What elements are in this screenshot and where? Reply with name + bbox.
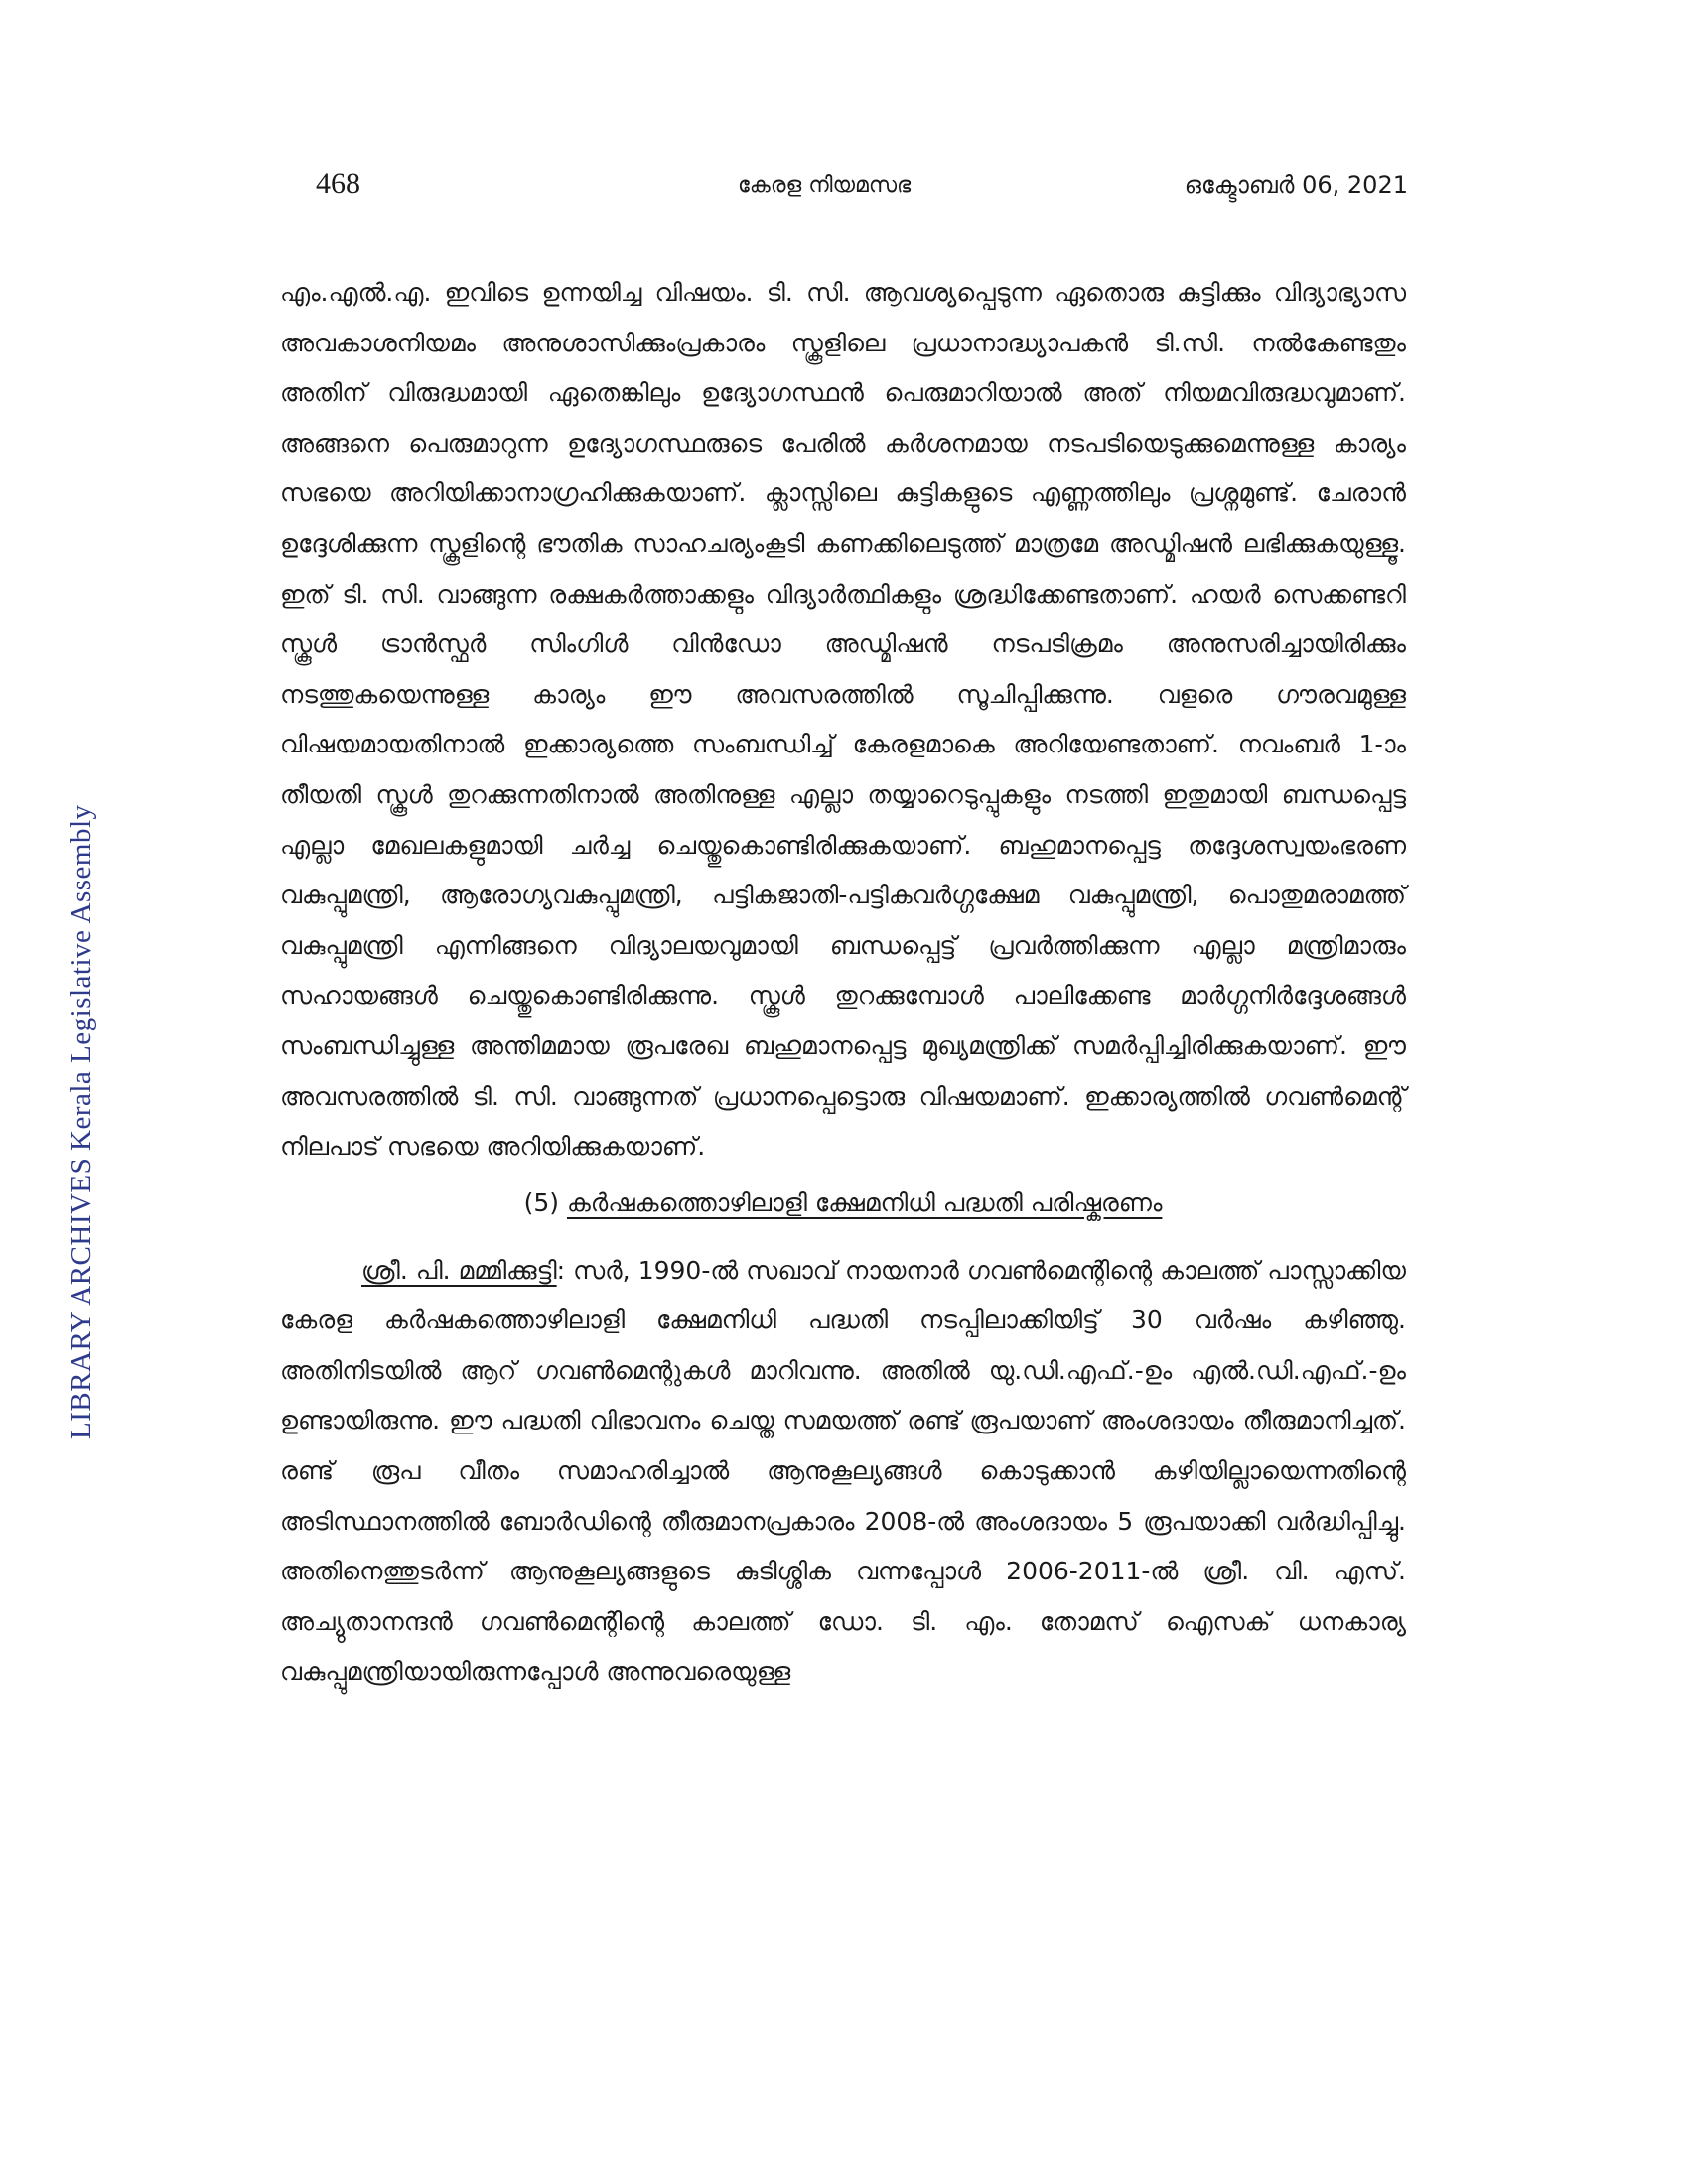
page-body [280,268,1406,1698]
paragraph-minister-reply: എം.എൽ.എ. ഇവിടെ ഉന്നയിച്ച വിഷയം. ടി. സി. ആവശ്യപ്പെടുന്ന ഏതൊരു കുട്ടിക്കും വിദ്യാഭ്യാസ അവകാശനിയമം അനുശാസിക്കുംപ്രകാരം സ്കൂളിലെ പ്രധാനാദ്ധ്യാപകൻ ടി.സി. നൽകേണ്ടതും അതിന് വിരുദ്ധമായി ഏതെങ്കിലും ഉദ്യോഗസ്ഥൻ പെരുമാറിയാൽ അത് നിയമവിരുദ്ധവുമാണ്. അങ്ങനെ പെരുമാറുന്ന ഉദ്യോഗസ്ഥരുടെ പേരിൽ കർശനമായ നടപടിയെടുക്കുമെന്നുള്ള കാര്യം സഭയെ അറിയിക്കാനാഗ്രഹിക്കുകയാണ്. ക്ലാസ്സിലെ കുട്ടികളുടെ എണ്ണത്തിലും പ്രശ്നമുണ്ട്. ചേരാൻ ഉദ്ദേശിക്കുന്ന സ്കൂളിന്റെ ഭൗതിക സാഹചര്യംകൂടി കണക്കിലെടുത്ത് മാത്രമേ അഡ്മിഷൻ ലഭിക്കുകയുള്ളൂ. ഇത് ടി. സി. വാങ്ങുന്ന രക്ഷകർത്താക്കളും വിദ്യാർത്ഥികളും ശ്രദ്ധിക്കേണ്ടതാണ്. ഹയർ സെക്കണ്ടറി സ്കൂൾ ട്രാൻസ്ഫർ സിംഗിൾ വിൻഡോ അഡ്മിഷൻ നടപടിക്രമം അനുസരിച്ചായിരിക്കും നടത്തുകയെന്നുള്ള കാര്യം ഈ അവസരത്തിൽ സൂചിപ്പിക്കുന്നു. വളരെ ഗൗരവമുള്ള വിഷയമായതിനാൽ ഇക്കാര്യത്തെ സംബന്ധിച്ച് കേരളമാകെ അറിയേണ്ടതാണ്. നവംബർ 1-ാം തീയതി സ്കൂൾ തുറക്കുന്നതിനാൽ അതിനുള്ള എല്ലാ തയ്യാറെടുപ്പുകളും നടത്തി ഇതുമായി ബന്ധപ്പെട്ട എല്ലാ മേഖലകളുമായി ചർച്ച ചെയ്തുകൊണ്ടിരിക്കുകയാണ്. ബഹുമാനപ്പെട്ട തദ്ദേശസ്വയംഭരണ വകുപ്പുമന്ത്രി, ആരോഗ്യവകുപ്പുമന്ത്രി, പട്ടികജാതി-പട്ടികവർഗ്ഗക്ഷേമ വകുപ്പുമന്ത്രി, പൊതുമരാമത്ത് വകുപ്പുമന്ത്രി എന്നിങ്ങനെ വിദ്യാലയവുമായി ബന്ധപ്പെട്ട് പ്രവർത്തിക്കുന്ന എല്ലാ മന്ത്രിമാരും സഹായങ്ങൾ ചെയ്തുകൊണ്ടിരിക്കുന്നു. സ്കൂൾ തുറക്കുമ്പോൾ പാലിക്കേണ്ട മാർഗ്ഗനിർദ്ദേശങ്ങൾ സംബന്ധിച്ചുള്ള അന്തിമമായ രൂപരേഖ ബഹുമാനപ്പെട്ട മുഖ്യമന്ത്രിക്ക് സമർപ്പിച്ചിരിക്കുകയാണ്. ഈ അവസരത്തിൽ ടി. സി. വാങ്ങുന്നത് പ്രധാനപ്പെട്ടൊരു വിഷയമാണ്. ഇക്കാര്യത്തിൽ ഗവൺമെന്റ് നിലപാട് സഭയെ അറിയിക്കുകയാണ്. [280,278,1406,1161]
speaker-name: ശ്രീ. പി. മമ്മിക്കുട്ടി [361,1255,557,1285]
section-heading [280,1178,1406,1228]
page-date: ഒക്ടോബർ 06, 2021 [1184,171,1408,199]
paragraph-member-speech [280,1246,1406,1698]
page-header [316,167,1408,206]
assembly-name: കേരള നിയമസഭ [738,173,912,198]
library-archives-watermark: LIBRARY ARCHIVES Kerala Legislative Assembly [66,804,97,1439]
section-title: കർഷകത്തൊഴിലാളി ക്ഷേമനിധി പദ്ധതി പരിഷ്കരണം [566,1187,1163,1217]
section-number: (5) [523,1187,559,1217]
page-number: 468 [316,167,360,200]
speech-text: : സർ, 1990-ൽ സഖാവ് നായനാർ ഗവൺമെന്റിന്റെ കാലത്ത് പാസ്സാക്കിയ കേരള കർഷകത്തൊഴിലാളി ക്ഷേമനിധി പദ്ധതി നടപ്പിലാക്കിയിട്ട് 30 വർഷം കഴിഞ്ഞു. അതിനിടയിൽ ആറ് ഗവൺമെന്റുകൾ മാറിവന്നു. അതിൽ യു.ഡി.എഫ്.-ഉം എൽ.ഡി.എഫ്.-ഉം ഉണ്ടായിരുന്നു. ഈ പദ്ധതി വിഭാവനം ചെയ്ത സമയത്ത് രണ്ട് രൂപയാണ് അംശദായം തീരുമാനിച്ചത്. രണ്ട് രൂപ വീതം സമാഹരിച്ചാൽ ആനുകൂല്യങ്ങൾ കൊടുക്കാൻ കഴിയില്ലായെന്നതിന്റെ അടിസ്ഥാനത്തിൽ ബോർഡിന്റെ തീരുമാനപ്രകാരം 2008-ൽ അംശദായം 5 രൂപയാക്കി വർദ്ധിപ്പിച്ചു. അതിനെത്തുടർന്ന് ആനുകൂല്യങ്ങളുടെ കുടിശ്ശിക വന്നപ്പോൾ 2006-2011-ൽ ശ്രീ. വി. എസ്. അച്യുതാനന്ദൻ ഗവൺമെന്റിന്റെ കാലത്ത് ഡോ. ടി. എം. തോമസ് ഐസക് ധനകാര്യ വകുപ്പുമന്ത്രിയായിരുന്നപ്പോൾ അന്നുവരെയുള്ള [280,1255,1406,1687]
